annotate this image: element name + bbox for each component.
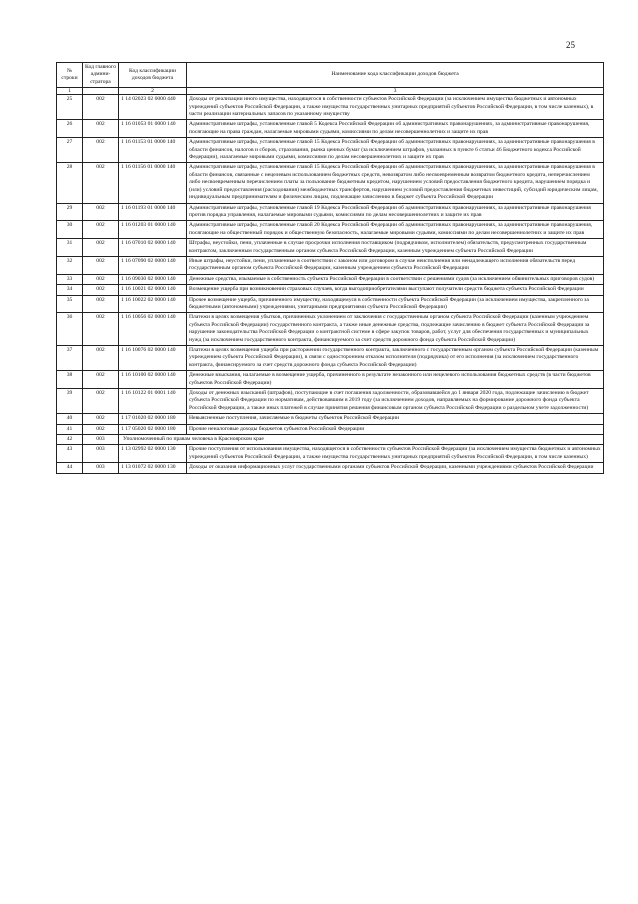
code-name: Возмещение ущерба при возникновении страховых случаев, когда выгодоприобретателями выступают получатели средств бюджета субъекта Российской Федерации: [187, 285, 604, 295]
table-row: [57, 138, 604, 163]
table-row: [57, 295, 604, 313]
code-name: Денежные средства, изымаемые в собственность субъекта Российской Федерации в соответствии с решениями судов (за исключением обвинительных приговоров судов): [187, 274, 604, 284]
admin-code: 003: [83, 463, 119, 473]
admin-code: 002: [83, 346, 119, 371]
classification-code: 1 16 01153 01 0000 140: [119, 138, 187, 163]
admin-code: 002: [83, 163, 119, 203]
classification-code: 1 16 10021 02 0000 140: [119, 285, 187, 295]
admin-code: 002: [83, 120, 119, 138]
table-header-row: [57, 63, 604, 88]
header-name: Наименование кода классификации доходов бюджета: [187, 63, 604, 88]
header-classification-code: Код классификации доходов бюджета: [119, 63, 187, 88]
row-number: 31: [57, 239, 83, 257]
row-number: 32: [57, 256, 83, 274]
row-number: 40: [57, 414, 83, 424]
section-title: Уполномоченный по правам человека в Красноярском крае: [119, 435, 604, 445]
table-row: [57, 256, 604, 274]
column-index: 3: [187, 88, 604, 95]
column-index: 1: [57, 88, 83, 95]
page-number: 25: [566, 40, 575, 50]
code-name: Штрафы, неустойки, пени, уплаченные в случае просрочки исполнения поставщиком (подрядчиком, исполнителем) обязательств, предусмотренных государственным контрактом, заключенным государственным органом субъекта Российской Федерации, казенным учреждением субъекта Российской Федерации: [187, 239, 604, 257]
admin-code: 003: [83, 435, 119, 445]
table-row: [57, 274, 604, 284]
code-name: Денежные взыскания, налагаемые в возмещение ущерба, причиненного в результате незаконного или нецелевого использования бюджетных средств (в части бюджетов субъектов Российской Федерации): [187, 371, 604, 389]
classification-code: 1 16 10022 02 0000 140: [119, 295, 187, 313]
classification-code: 1 16 01203 01 0000 140: [119, 221, 187, 239]
classification-code: 1 16 10122 01 0001 140: [119, 389, 187, 414]
header-row-number: № строки: [57, 63, 83, 88]
classification-code: 1 17 05020 02 0000 180: [119, 424, 187, 434]
table-row: [57, 313, 604, 346]
classification-code: 1 13 02992 02 0000 130: [119, 445, 187, 463]
row-number: 27: [57, 138, 83, 163]
admin-code: 002: [83, 295, 119, 313]
row-number: 25: [57, 95, 83, 120]
code-name: Прочие поступления от использования имущества, находящегося в собственности субъектов Российской Федерации (за исключением имущества бюджетных и автономных учреждений субъектов Российской Федерации, а также имущества государственных унитарных предприятий субъектов Российской Федерации, в том числе казенных): [187, 445, 604, 463]
row-number: 37: [57, 346, 83, 371]
classification-code: 1 16 09030 02 0000 140: [119, 274, 187, 284]
table-row: [57, 414, 604, 424]
row-number: 35: [57, 295, 83, 313]
table-row: [57, 203, 604, 221]
classification-code: 1 16 01193 01 0000 140: [119, 203, 187, 221]
code-name: Прочие неналоговые доходы бюджетов субъектов Российской Федерации: [187, 424, 604, 434]
admin-code: 002: [83, 371, 119, 389]
code-name: Невыясненные поступления, зачисляемые в бюджеты субъектов Российской Федерации: [187, 414, 604, 424]
table-row: [57, 239, 604, 257]
code-name: Платежи в целях возмещения ущерба при расторжении государственного контракта, заключенного с государственным органом субъекта Российской Федерации (казенным учреждением субъекта Российской Федерации), в связи с односторонним отказом исполнителя (подрядчика) от его исполнения (за исключением государственного контракта, финансируемого за счет средств дорожного фонда субъекта Российской Федерации): [187, 346, 604, 371]
row-number: 30: [57, 221, 83, 239]
table-row: [57, 371, 604, 389]
code-name: Административные штрафы, установленные главой 19 Кодекса Российской Федерации об административных правонарушениях, за административные правонарушения против порядка управления, налагаемые мировыми судьями, комиссиями по делам несовершеннолетних и защите их прав: [187, 203, 604, 221]
code-name: Административные штрафы, установленные главой 15 Кодекса Российской Федерации об административных правонарушениях, за административные правонарушения в области финансов, связанные с нецелевым использованием бюджетных средств, невозвратом либо несвоевременным возвратом бюджетного кредита, неперечислением либо несвоевременным перечислением платы за пользование бюджетным кредитом, нарушением условий предоставления бюджетного кредита, нарушением порядка и (или) условий предоставления (расходования) межбюджетных трансфертов, нарушением условий предоставления бюджетных инвестиций, субсидий юридическим лицам, индивидуальным предпринимателям и физическим лицам, подлежащие зачислению в бюджет субъекта Российской Федерации: [187, 163, 604, 203]
row-number: 33: [57, 274, 83, 284]
admin-code: 002: [83, 95, 119, 120]
table-row: [57, 285, 604, 295]
row-number: 39: [57, 389, 83, 414]
admin-code: 002: [83, 313, 119, 346]
admin-code: 002: [83, 138, 119, 163]
code-name: Административные штрафы, установленные главой 5 Кодекса Российской Федерации об административных правонарушениях, за административные правонарушения, посягающие на права граждан, налагаемые мировыми судьями, комиссиями по делам несовершеннолетних и защите их прав: [187, 120, 604, 138]
classification-code: 1 16 01156 01 0000 140: [119, 163, 187, 203]
revenue-codes-table: [56, 62, 604, 474]
classification-code: 1 17 01020 02 0000 180: [119, 414, 187, 424]
column-index: [83, 88, 119, 95]
admin-code: 002: [83, 285, 119, 295]
code-name: Доходы от денежных взысканий (штрафов), поступающие в счет погашения задолженности, образовавшейся до 1 января 2020 года, подлежащие зачислению в бюджет субъекта Российской Федерации по нормативам, действовавшим в 2019 году (за исключением доходов, направляемых на формирование дорожного фонда субъекта Российской Федерации, а также иных платежей в случае принятия решения финансовым органом субъекта Российской Федерации о раздельном учете задолженности): [187, 389, 604, 414]
code-name: Доходы от реализации иного имущества, находящегося в собственности субъектов Российской Федерации (за исключением имущества бюджетных и автономных учреждений субъектов Российской Федерации, а также имущества государственных унитарных предприятий субъектов Российской Федерации, в том числе казенных), в части реализации материальных запасов по указанному имуществу: [187, 95, 604, 120]
table-row: [57, 445, 604, 463]
admin-code: 002: [83, 203, 119, 221]
classification-code: 1 14 02023 02 0000 440: [119, 95, 187, 120]
table-row: [57, 389, 604, 414]
table-row: [57, 346, 604, 371]
row-number: 26: [57, 120, 83, 138]
table-row: [57, 95, 604, 120]
row-number: 44: [57, 463, 83, 473]
classification-code: 1 13 01072 02 0000 130: [119, 463, 187, 473]
row-number: 42: [57, 435, 83, 445]
admin-code: 002: [83, 424, 119, 434]
row-number: 28: [57, 163, 83, 203]
classification-code: 1 16 07090 02 0000 140: [119, 256, 187, 274]
column-index: 2: [119, 88, 187, 95]
classification-code: 1 16 10100 02 0000 140: [119, 371, 187, 389]
row-number: 34: [57, 285, 83, 295]
table-row: [57, 221, 604, 239]
row-number: 38: [57, 371, 83, 389]
admin-code: 003: [83, 445, 119, 463]
table-row: [57, 424, 604, 434]
admin-code: 002: [83, 414, 119, 424]
header-admin-code: Код главного админи-стратора: [83, 63, 119, 88]
classification-code: 1 16 10056 02 0000 140: [119, 313, 187, 346]
code-name: Иные штрафы, неустойки, пени, уплаченные в соответствии с законом или договором в случае неисполнения или ненадлежащего исполнения обязательств перед государственным органом субъекта Российской Федерации, казенным учреждением субъекта Российской Федерации: [187, 256, 604, 274]
classification-code: 1 16 10076 02 0000 140: [119, 346, 187, 371]
column-index-row: [57, 88, 604, 95]
code-name: Платежи в целях возмещения убытков, причиненных уклонением от заключения с государственным органом субъекта Российской Федерации (казенным учреждением субъекта Российской Федерации) государственного контракта, а также иные денежные средства, подлежащие зачислению в бюджет субъекта Российской Федерации за нарушение законодательства Российской Федерации о контрактной системе в сфере закупок товаров, работ, услуг для обеспечения государственных и муниципальных нужд (за исключением государственного контракта, финансируемого за счет средств дорожного фонда субъекта Российской Федерации): [187, 313, 604, 346]
row-number: 29: [57, 203, 83, 221]
admin-code: 002: [83, 256, 119, 274]
row-number: 43: [57, 445, 83, 463]
code-name: Прочее возмещение ущерба, причиненного имуществу, находящемуся в собственности субъекта Российской Федерации (за исключением имущества, закрепленного за бюджетными (автономными) учреждениями, унитарными предприятиями субъекта Российской Федерации): [187, 295, 604, 313]
classification-code: 1 16 01053 01 0000 140: [119, 120, 187, 138]
row-number: 41: [57, 424, 83, 434]
code-name: Административные штрафы, установленные главой 15 Кодекса Российской Федерации об административных правонарушениях, за административные правонарушения в области финансов, налогов и сборов, страхования, рынка ценных бумаг (за исключением штрафов, указанных в пункте 6 статьи 46 Бюджетного кодекса Российской Федерации), налагаемые мировыми судьями, комиссиями по делам несовершеннолетних и защите их прав: [187, 138, 604, 163]
admin-code: 002: [83, 389, 119, 414]
section-row: [57, 435, 604, 445]
row-number: 36: [57, 313, 83, 346]
admin-code: 002: [83, 239, 119, 257]
table-row: [57, 163, 604, 203]
classification-code: 1 16 07010 02 0000 140: [119, 239, 187, 257]
code-name: Административные штрафы, установленные главой 20 Кодекса Российской Федерации об административных правонарушениях, за административные правонарушения, посягающие на общественный порядок и общественную безопасность, налагаемые мировыми судьями, комиссиями по делам несовершеннолетних и защите их прав: [187, 221, 604, 239]
table-row: [57, 120, 604, 138]
code-name: Доходы от оказания информационных услуг государственными органами субъектов Российской Федерации, казенными учреждениями субъектов Российской Федерации: [187, 463, 604, 473]
table-row: [57, 463, 604, 473]
admin-code: 002: [83, 274, 119, 284]
admin-code: 002: [83, 221, 119, 239]
